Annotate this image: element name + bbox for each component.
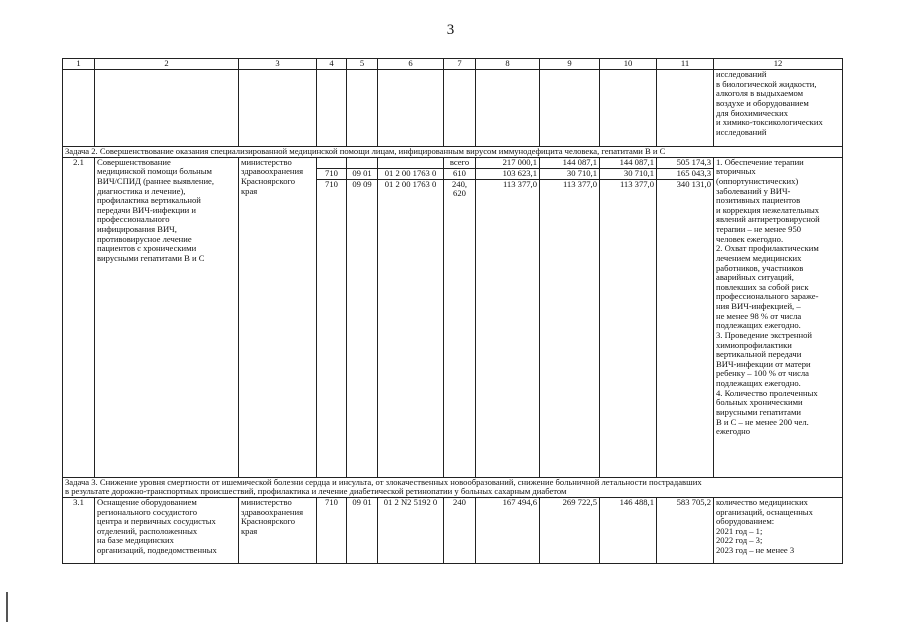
col-num-8: 8: [476, 59, 540, 70]
measure-executor: министерство здравоохранения Красноярского края: [239, 157, 317, 477]
col-num-10: 10: [600, 59, 657, 70]
y2022-total: 144 087,1: [540, 158, 599, 169]
col-num-2: 2: [95, 59, 239, 70]
rzpr-2: 09 09: [352, 178, 372, 189]
measure-result: 1. Обеспечение терапии вторичных (оппортунистических) заболеваний у ВИЧ- позитивных пациентов и коррекция нежелательных явлений антиретровирусной терапии – не менее 950 человек ежегодно. 2. Охват профилактическим лечением медицинских работников, участников аварийных ситуаций, повлекших за собой риск профессионального зараже- ния ВИЧ-инфекцией, – не менее 98 % от числа подлежащих ежегодно. 3. Проведение экстренной химиопрофилактики вертикальной передачи ВИЧ-инфекции от матери ребенку – 100 % от числа подлежащих ежегодно. 4. Количество пролеченных больных хроническими вирусными гепатитами В и С – не менее 200 чел. ежегодно: [714, 157, 843, 477]
total-1: 165 043,3: [657, 169, 713, 180]
measure-name: Совершенствование медицинской помощи больным ВИЧ/СПИД (раннее выявление, диагностика и лечение), профилактика вертикальной передачи ВИЧ-инфекции и профессионального инфицирования ВИЧ, противовирусное лечение пациентов с хроническими вирусными гепатитами В и С: [95, 157, 239, 477]
y2022: 269 722,5: [540, 497, 600, 563]
vr-total: всего: [444, 158, 475, 169]
total-total: 505 174,3: [657, 158, 713, 169]
y2023-1: 30 710,1: [600, 169, 656, 180]
csr-total: [378, 158, 443, 169]
col-num-1: 1: [63, 59, 95, 70]
task-3-heading: Задача 3. Снижение уровня смертности от ишемической болезни сердца и инсульта, от злокачественных новообразований, снижение больничной летальности пострадавших в результате дорожно-транспортных происшествий, профилактика и лечение диабетической ретинопатии у больных сахарным диабетом: [63, 477, 843, 497]
col-num-3: 3: [239, 59, 317, 70]
csr-1: 01 2 00 1763 0: [378, 169, 443, 180]
col-num-7: 7: [444, 59, 476, 70]
rzpr-1: 09 01: [347, 169, 377, 180]
carryover-result: исследований в биологической жидкости, алкоголя в выдыхаемом воздухе и оборудованием для биохимических и химико-токсикологических исследований: [714, 70, 843, 147]
col-num-5: 5: [347, 59, 378, 70]
col-num-4: 4: [317, 59, 347, 70]
measure-number: 3.1: [63, 497, 95, 563]
page-number: 3: [446, 22, 455, 38]
y2023-2: 113 377,0: [619, 178, 654, 189]
rzpr-total: [347, 158, 377, 169]
grbs-1: 710: [317, 169, 346, 180]
y2021: 167 494,6: [476, 497, 540, 563]
vr-1: 610: [444, 169, 475, 180]
total: 583 705,2: [657, 497, 714, 563]
col-num-6: 6: [378, 59, 444, 70]
measure-result: количество медицинских организаций, оснащенных оборудованием: 2021 год – 1; 2022 год – 3; 2023 год – не менее 3: [714, 497, 843, 563]
measure-3-1-row: [63, 497, 843, 563]
y2021-1: 103 623,1: [476, 169, 539, 180]
scan-margin-mark: [6, 592, 8, 622]
y2023: 146 488,1: [600, 497, 657, 563]
task-2-row: [63, 147, 843, 158]
program-table: [62, 58, 843, 564]
measure-2-1-row: [63, 157, 843, 477]
total-2: 340 131,0: [676, 178, 711, 189]
y2023-total: 144 087,1: [600, 158, 656, 169]
vr-2: 240, 620: [451, 178, 468, 199]
col-num-9: 9: [540, 59, 600, 70]
task-2-heading: Задача 2. Совершенствование оказания специализированной медицинской помощи лицам, инфицированным вирусом иммунодефицита человека, гепатитами В и С: [63, 147, 843, 158]
carryover-row: [63, 70, 843, 147]
csr-2: 01 2 00 1763 0: [384, 178, 437, 189]
measure-name: Оснащение оборудованием регионального сосудистого центра и первичных сосудистых отделений, расположенных на базе медицинских организаций, подведомственных: [95, 497, 239, 563]
measure-number: 2.1: [63, 157, 95, 477]
y2021-total: 217 000,1: [476, 158, 539, 169]
y2022-1: 30 710,1: [540, 169, 599, 180]
column-number-row: [63, 59, 843, 70]
y2021-2: 113 377,0: [502, 178, 537, 189]
rzpr: 09 01: [347, 497, 378, 563]
grbs-2: 710: [325, 178, 338, 189]
vr: 240: [444, 497, 476, 563]
task-3-row: [63, 477, 843, 497]
y2022-2: 113 377,0: [562, 178, 597, 189]
col-num-12: 12: [714, 59, 843, 70]
col-num-11: 11: [657, 59, 714, 70]
grbs: 710: [317, 497, 347, 563]
grbs-total: [317, 158, 346, 169]
measure-executor: министерство здравоохранения Красноярского края: [239, 497, 317, 563]
csr: 01 2 N2 5192 0: [378, 497, 444, 563]
